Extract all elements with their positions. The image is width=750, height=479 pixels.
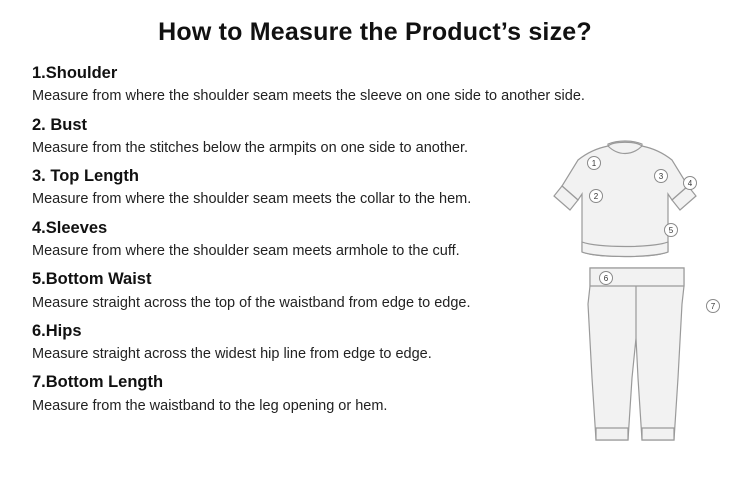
item-heading: 6.Hips bbox=[32, 321, 82, 340]
item-description: Measure from the waistband to the leg opening or hem. bbox=[32, 397, 388, 414]
item-heading: 2. Bust bbox=[32, 115, 88, 134]
item-heading: 5.Bottom Waist bbox=[32, 270, 152, 289]
item-heading: 3. Top Length bbox=[32, 167, 139, 186]
item-heading: 1.Shoulder bbox=[32, 64, 118, 82]
list-item bbox=[32, 62, 722, 107]
marker-6-icon bbox=[600, 272, 613, 285]
item-description: Measure from the stitches below the armpits on one side to another. bbox=[32, 139, 469, 156]
svg-text:7: 7 bbox=[710, 302, 716, 311]
svg-text:2: 2 bbox=[593, 192, 599, 201]
item-heading: 7.Bottom Length bbox=[32, 373, 164, 392]
item-description: Measure from where the shoulder seam meets armhole to the cuff. bbox=[32, 242, 460, 259]
item-description: Measure from where the shoulder seam meets the sleeve on one side to another side. bbox=[32, 88, 585, 105]
svg-text:6: 6 bbox=[603, 274, 609, 283]
item-description: Measure straight across the top of the waistband from edge to edge. bbox=[32, 294, 471, 311]
item-description: Measure straight across the widest hip line from edge to edge. bbox=[32, 346, 432, 363]
marker-5-icon bbox=[665, 224, 678, 237]
page-title: How to Measure the Product’s size? bbox=[158, 18, 592, 46]
svg-text:4: 4 bbox=[687, 179, 693, 188]
svg-text:3: 3 bbox=[658, 172, 664, 181]
svg-text:1: 1 bbox=[591, 159, 597, 168]
item-description: Measure from where the shoulder seam meets the collar to the hem. bbox=[32, 191, 472, 208]
garment-diagram bbox=[532, 128, 744, 458]
marker-1-icon bbox=[588, 157, 601, 170]
marker-3-icon bbox=[655, 170, 668, 183]
item-heading: 4.Sleeves bbox=[32, 218, 108, 237]
marker-7-icon bbox=[707, 300, 720, 313]
marker-2-icon bbox=[590, 190, 603, 203]
svg-text:5: 5 bbox=[668, 226, 674, 235]
marker-4-icon bbox=[684, 177, 697, 190]
